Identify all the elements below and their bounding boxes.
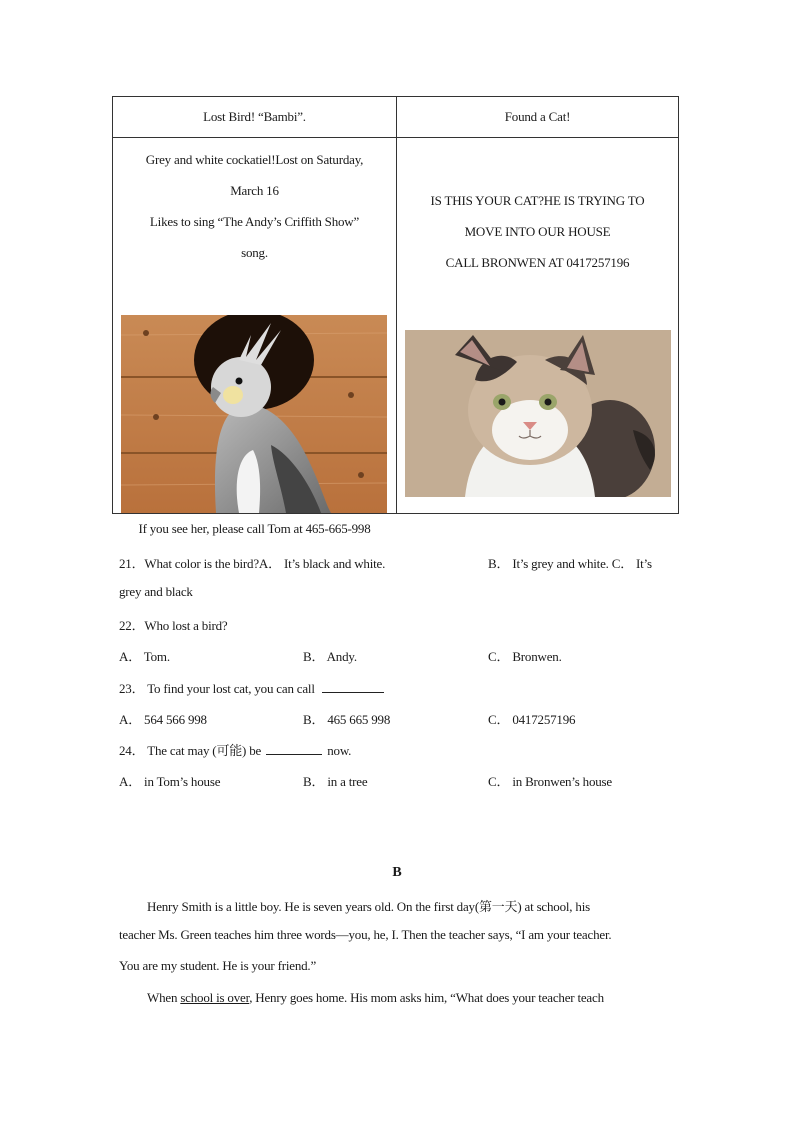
lost-bird-header: Lost Bird! “Bambi”.	[113, 97, 397, 138]
lost-bird-notice	[113, 138, 397, 536]
question-22: 22．Who lost a bird?	[119, 618, 228, 633]
bird-text-line: Likes to sing “The Andy’s Criffith Show”	[149, 214, 360, 229]
cat-text-line: MOVE INTO OUR HOUSE	[464, 224, 611, 239]
notice-table	[112, 96, 679, 536]
paragraph-line: Henry Smith is a little boy. He is seven years old. On the first day(第一天) at school, his	[147, 899, 590, 914]
paragraph-text: , Henry goes home. His mom asks him, “What does your teacher teach	[249, 990, 604, 1005]
cat-text-line: IS THIS YOUR CAT?HE IS TRYING TO	[430, 193, 645, 208]
question-24-stem-end: now.	[327, 743, 352, 758]
question-21: 21．What color is the bird?A． It’s black and white.	[119, 556, 386, 571]
question-21-continuation: grey and black	[119, 584, 193, 599]
underlined-phrase: school is over	[180, 990, 250, 1005]
found-cat-header: Found a Cat!	[397, 97, 679, 138]
question-23-option-c: C． 0417257196	[488, 712, 576, 727]
paragraph-line	[147, 990, 604, 1006]
bird-text-line: song.	[241, 245, 268, 260]
question-22-option-c: C． Bronwen.	[488, 649, 562, 664]
question-23	[119, 678, 384, 697]
bird-text-line: March 16	[230, 183, 279, 198]
question-24-option-b: B． in a tree	[303, 774, 368, 789]
question-24-option-a: A． in Tom’s house	[119, 774, 221, 789]
question-23-stem: 23． To find your lost cat, you can call	[119, 681, 315, 696]
paragraph-text: When	[147, 990, 178, 1005]
question-23-option-a: A． 564 566 998	[119, 712, 207, 727]
bird-description	[113, 138, 396, 268]
question-24-stem: 24． The cat may (可能) be	[119, 743, 262, 758]
cat-photo	[405, 330, 671, 497]
bird-contact: If you see her, please call Tom at 465-665-998	[138, 521, 371, 536]
cat-description	[397, 138, 678, 278]
paragraph-line: teacher Ms. Green teaches him three words—you, he, I. Then the teacher says, “I am your teacher.	[119, 927, 612, 942]
question-24-option-c: C． in Bronwen’s house	[488, 774, 612, 789]
cat-text-line: CALL BRONWEN AT 0417257196	[445, 255, 630, 270]
answer-blank	[322, 680, 384, 693]
question-23-option-b: B． 465 665 998	[303, 712, 391, 727]
paragraph-line: You are my student. He is your friend.”	[119, 958, 317, 973]
question-21-option-b: B． It’s grey and white. C． It’s	[488, 556, 652, 571]
question-22-option-b: B． Andy.	[303, 649, 357, 664]
answer-blank	[266, 742, 322, 755]
question-24	[119, 740, 351, 759]
section-heading: B	[392, 865, 402, 880]
question-22-option-a: A． Tom.	[119, 649, 170, 664]
cockatiel-photo	[121, 315, 387, 513]
bird-text-line: Grey and white cockatiel!Lost on Saturday,	[145, 152, 364, 167]
found-cat-notice	[397, 138, 679, 514]
